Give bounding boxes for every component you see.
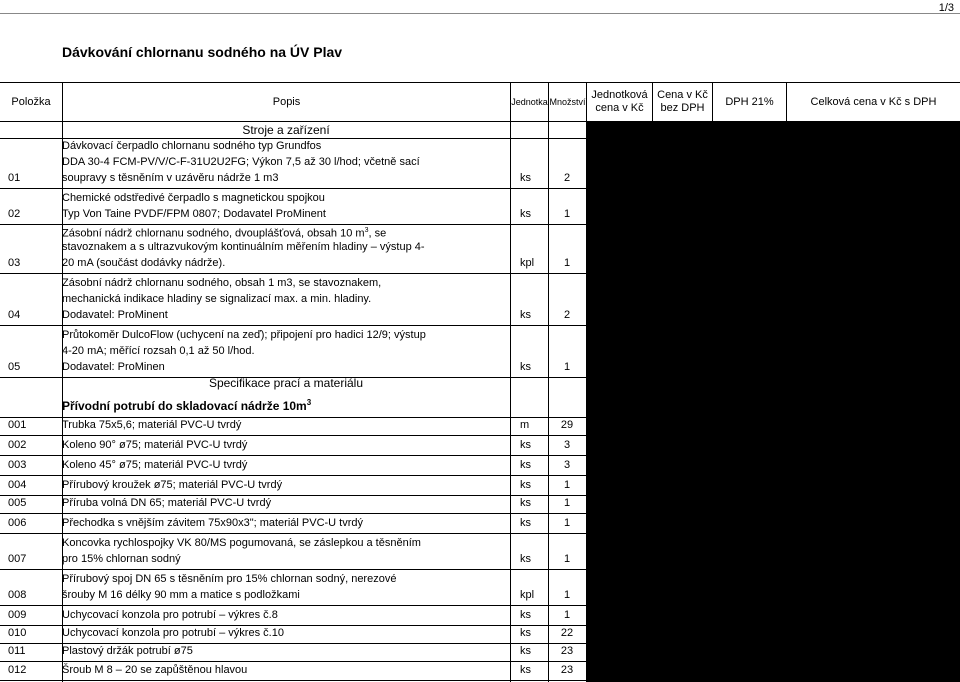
- row-id: 006: [8, 517, 27, 529]
- row-id: 008: [8, 589, 27, 601]
- row-description-line: Přechodka s vnějším závitem 75x90x3"; materiál PVC-U tvrdý: [62, 517, 364, 529]
- row-quantity: 1: [563, 479, 571, 491]
- row-id: 007: [8, 553, 27, 565]
- header-popis: Popis: [62, 83, 510, 121]
- row-description-line: Průtokoměr DulcoFlow (uchycení na zeď); připojení pro hadici 12/9; výstup: [62, 329, 426, 341]
- row-divider: [0, 569, 586, 570]
- row-description-line: Zásobní nádrž chlornanu sodného, obsah 1 m3, se stavoznakem,: [62, 277, 382, 289]
- column-separator: [510, 122, 511, 682]
- row-divider: [0, 188, 586, 189]
- row-id: 001: [8, 419, 27, 431]
- redacted-price-area: [586, 122, 960, 682]
- column-separator: [62, 122, 63, 682]
- row-description-line: Uchycovací konzola pro potrubí – výkres č.8: [62, 609, 278, 621]
- row-id: 05: [8, 361, 21, 373]
- row-unit: ks: [520, 645, 531, 657]
- row-divider: [0, 325, 586, 326]
- row-id: 02: [8, 208, 21, 220]
- header-mnozstvi: Množství: [548, 83, 586, 121]
- row-quantity: 1: [563, 553, 571, 565]
- row-id: 003: [8, 459, 27, 471]
- page-number: 1/3: [938, 2, 954, 14]
- row-description-line: Plastový držák potrubí ø75: [62, 645, 193, 657]
- row-quantity: 3: [563, 439, 571, 451]
- row-divider: [0, 605, 586, 606]
- table-header: [0, 82, 960, 122]
- row-id: 002: [8, 439, 27, 451]
- header-celkova-cena: Celková cena v Kč s DPH: [786, 83, 960, 121]
- row-unit: m: [520, 419, 530, 431]
- row-quantity: 22: [560, 627, 574, 639]
- header-dph: DPH 21%: [712, 83, 786, 121]
- row-unit: ks: [520, 439, 531, 451]
- row-description-line: DDA 30-4 FCM-PV/V/C-F-31U2U2FG; Výkon 7,5 až 30 l/hod; včetně sací: [62, 156, 420, 168]
- row-unit: ks: [520, 517, 531, 529]
- row-divider: [0, 513, 586, 514]
- row-divider: [0, 435, 586, 436]
- row-description-line: Šroub M 8 – 20 se zapůštěnou hlavou: [62, 664, 248, 676]
- row-unit: ks: [520, 208, 531, 220]
- column-separator: [548, 122, 549, 682]
- section-title-stroje: Stroje a zařízení: [242, 123, 330, 137]
- row-description-line: Chemické odstředivé čerpadlo s magnetickou spojkou: [62, 192, 325, 204]
- row-quantity: 23: [560, 664, 574, 676]
- row-divider: [0, 533, 586, 534]
- row-description-line: soupravy s těsněním v uzávěru nádrže 1 m3: [62, 172, 279, 184]
- row-description-line: Koleno 90° ø75; materiál PVC-U tvrdý: [62, 439, 248, 451]
- row-description-line: šrouby M 16 délky 90 mm a matice s podložkami: [62, 589, 300, 601]
- column-separator: [586, 122, 587, 682]
- row-description-line: Dodavatel: ProMinen: [62, 361, 165, 373]
- row-quantity: 1: [563, 208, 571, 220]
- row-unit: ks: [520, 309, 531, 321]
- top-divider: [0, 13, 960, 14]
- row-unit: ks: [520, 459, 531, 471]
- row-quantity: 1: [563, 517, 571, 529]
- row-description-line: Koleno 45° ø75; materiál PVC-U tvrdý: [62, 459, 248, 471]
- row-description-line: 4-20 mA; měřící rozsah 0,1 až 50 l/hod.: [62, 345, 255, 357]
- row-description-line: Přírubový spoj DN 65 s těsněním pro 15% chlornan sodný, nerezové: [62, 573, 397, 585]
- row-id: 03: [8, 257, 21, 269]
- row-unit: kpl: [520, 589, 535, 601]
- row-unit: ks: [520, 172, 531, 184]
- row-description-line: Přírubový kroužek ø75; materiál PVC-U tvrdý: [62, 479, 283, 491]
- row-unit: kpl: [520, 257, 535, 269]
- row-id: 011: [8, 645, 26, 657]
- row-description-line: 20 mA (součást dodávky nádrže).: [62, 257, 226, 269]
- row-quantity: 1: [563, 497, 571, 509]
- row-quantity: 1: [563, 589, 571, 601]
- header-jednotka: Jednotka: [510, 83, 548, 121]
- row-description-line: Typ Von Taine PVDF/FPM 0807; Dodavatel ProMinent: [62, 208, 326, 220]
- row-unit: ks: [520, 627, 531, 639]
- row-description-line: Dávkovací čerpadlo chlornanu sodného typ Grundfos: [62, 140, 322, 152]
- row-quantity: 3: [563, 459, 571, 471]
- row-description-text: Zásobní nádrž chlornanu sodného, dvouplášťová, obsah 10 m: [62, 227, 365, 240]
- row-unit: ks: [520, 497, 531, 509]
- section-title-specifikace: Specifikace prací a materiálu: [208, 376, 364, 390]
- document-title: Dávkování chlornanu sodného na ÚV Plav: [62, 44, 343, 60]
- row-quantity: 23: [560, 645, 574, 657]
- row-id: 012: [8, 664, 27, 676]
- row-description-line: stavoznakem a s ultrazvukovým kontinuálním měřením hladiny – výstup 4-: [62, 241, 425, 253]
- pipe-heading-text: Přívodní potrubí do skladovací nádrže 10m: [62, 399, 307, 413]
- row-quantity: 1: [563, 361, 571, 373]
- row-quantity: 2: [563, 309, 571, 321]
- pipe-heading-sup: 3: [306, 398, 312, 407]
- row-id: 005: [8, 497, 27, 509]
- row-description-line: Příruba volná DN 65; materiál PVC-U tvrdý: [62, 497, 272, 509]
- pipe-heading: [62, 398, 311, 413]
- row-description-line: Dodavatel: ProMinent: [62, 309, 168, 321]
- row-id: 04: [8, 309, 21, 321]
- superscript: 3: [364, 227, 369, 234]
- row-id: 009: [8, 609, 27, 621]
- row-quantity: 1: [563, 257, 571, 269]
- row-divider: [0, 475, 586, 476]
- row-description-line: Trubka 75x5,6; materiál PVC-U tvrdý: [62, 419, 242, 431]
- row-unit: ks: [520, 609, 531, 621]
- header-cena-bez-dph: Cena v Kč bez DPH: [652, 83, 712, 121]
- row-id: 004: [8, 479, 27, 491]
- row-unit: ks: [520, 361, 531, 373]
- row-unit: ks: [520, 479, 531, 491]
- row-divider: [0, 455, 586, 456]
- row-id: 010: [8, 627, 27, 639]
- row-quantity: 2: [563, 172, 571, 184]
- row-id: 01: [8, 172, 21, 184]
- header-polozka: Položka: [11, 95, 51, 108]
- row-description-line: Uchycovací konzola pro potrubí – výkres č.10: [62, 627, 284, 639]
- row-unit: ks: [520, 553, 531, 565]
- row-divider: [0, 680, 586, 681]
- row-description-line: pro 15% chlornan sodný: [62, 553, 181, 565]
- header-jednotkova-cena: Jednotková cena v Kč: [586, 83, 652, 121]
- row-unit: ks: [520, 664, 531, 676]
- row-quantity: 1: [563, 609, 571, 621]
- row-description-text: , se: [368, 227, 387, 240]
- row-divider: [0, 273, 586, 274]
- row-quantity: 29: [560, 419, 574, 431]
- row-description-line: Koncovka rychlospojky VK 80/MS pogumovaná, se záslepkou a těsněním: [62, 537, 421, 549]
- row-description-line: mechanická indikace hladiny se signalizací max. a min. hladiny.: [62, 293, 372, 305]
